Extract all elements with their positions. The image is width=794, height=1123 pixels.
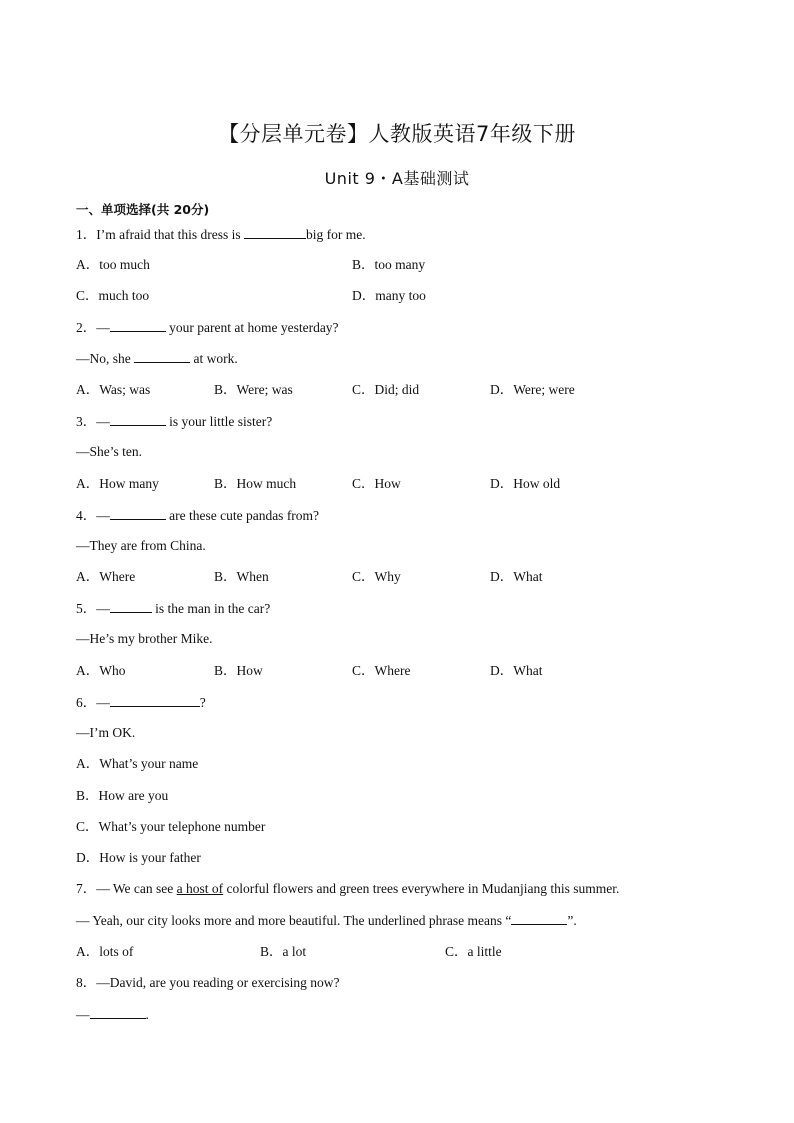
question-1 <box>76 226 366 243</box>
question-text: colorful flowers and green trees everywhere in Mudanjiang this summer. <box>223 881 620 896</box>
question-3 <box>76 413 272 430</box>
option-d: D．How is your father <box>76 850 201 865</box>
answer-blank <box>134 350 190 363</box>
question-2-reply <box>76 350 238 367</box>
question-8-reply <box>76 1006 149 1023</box>
option-a: A．How many <box>76 476 159 491</box>
option-d: D．many too <box>352 288 426 303</box>
option-d: D．Were; were <box>490 382 575 397</box>
option-b: B．Were; was <box>214 382 293 397</box>
option-a: A．Was; was <box>76 382 151 397</box>
question-text: 4．— <box>76 508 110 523</box>
question-6-reply: —I’m OK. <box>76 725 136 740</box>
question-2 <box>76 319 339 336</box>
question-text: big for me. <box>305 227 366 242</box>
option-c: C．What’s your telephone number <box>76 819 266 834</box>
question-text: is the man in the car? <box>151 601 271 616</box>
option-d: D．What <box>490 569 543 584</box>
question-text: ? <box>199 695 206 710</box>
section-heading: 一、单项选择(共 20分) <box>76 202 210 217</box>
option-d: D．How old <box>490 476 561 491</box>
question-text: 3．— <box>76 414 110 429</box>
answer-blank <box>110 413 166 426</box>
option-c: C．Why <box>352 569 401 584</box>
question-4-reply: —They are from China. <box>76 538 206 553</box>
question-5 <box>76 600 270 617</box>
question-3-reply: —She’s ten. <box>76 444 142 459</box>
option-a: A．Where <box>76 569 136 584</box>
question-6 <box>76 694 206 711</box>
question-7-reply <box>76 912 577 929</box>
answer-blank <box>110 600 152 613</box>
option-a: A．What’s your name <box>76 756 199 771</box>
option-c: C．How <box>352 476 401 491</box>
reply-text: ”. <box>567 913 577 928</box>
page-subtitle: Unit 9・A基础测试 <box>324 169 470 188</box>
answer-blank <box>244 226 306 239</box>
option-c: C．Did; did <box>352 382 420 397</box>
option-b: B．How are you <box>76 788 169 803</box>
option-b: B．too many <box>352 257 426 272</box>
question-8: 8．—David, are you reading or exercising now? <box>76 975 340 990</box>
option-d: D．What <box>490 663 543 678</box>
reply-text: —No, she <box>76 351 135 366</box>
question-5-reply: —He’s my brother Mike. <box>76 631 213 646</box>
question-text: are these cute pandas from? <box>165 508 320 523</box>
question-text: your parent at home yesterday? <box>165 320 339 335</box>
reply-text: at work. <box>190 351 238 366</box>
answer-blank <box>110 507 166 520</box>
question-4 <box>76 507 319 524</box>
question-text: 5．— <box>76 601 110 616</box>
question-text: 7．— We can see <box>76 881 177 896</box>
option-a: A．Who <box>76 663 126 678</box>
question-text: 6．— <box>76 695 110 710</box>
option-a: A．too much <box>76 257 150 272</box>
answer-blank <box>511 912 567 925</box>
option-c: C．a little <box>445 944 502 959</box>
answer-blank <box>90 1006 146 1019</box>
reply-text: — Yeah, our city looks more and more beautiful. The underlined phrase means “ <box>76 913 512 928</box>
answer-blank <box>110 319 166 332</box>
option-c: C．much too <box>76 288 150 303</box>
answer-blank <box>110 694 200 707</box>
option-b: B．How <box>214 663 263 678</box>
option-b: B．a lot <box>260 944 307 959</box>
page-title: 【分层单元卷】人教版英语7年级下册 <box>218 122 576 146</box>
option-b: B．When <box>214 569 269 584</box>
reply-text: . <box>145 1007 149 1022</box>
option-a: A．lots of <box>76 944 134 959</box>
question-7 <box>76 881 619 897</box>
question-text: 1．I’m afraid that this dress is <box>76 227 244 242</box>
option-c: C．Where <box>352 663 411 678</box>
option-b: B．How much <box>214 476 297 491</box>
reply-text: — <box>76 1007 90 1022</box>
question-text: is your little sister? <box>165 414 273 429</box>
underlined-phrase: a host of <box>176 881 224 896</box>
question-text: 2．— <box>76 320 110 335</box>
